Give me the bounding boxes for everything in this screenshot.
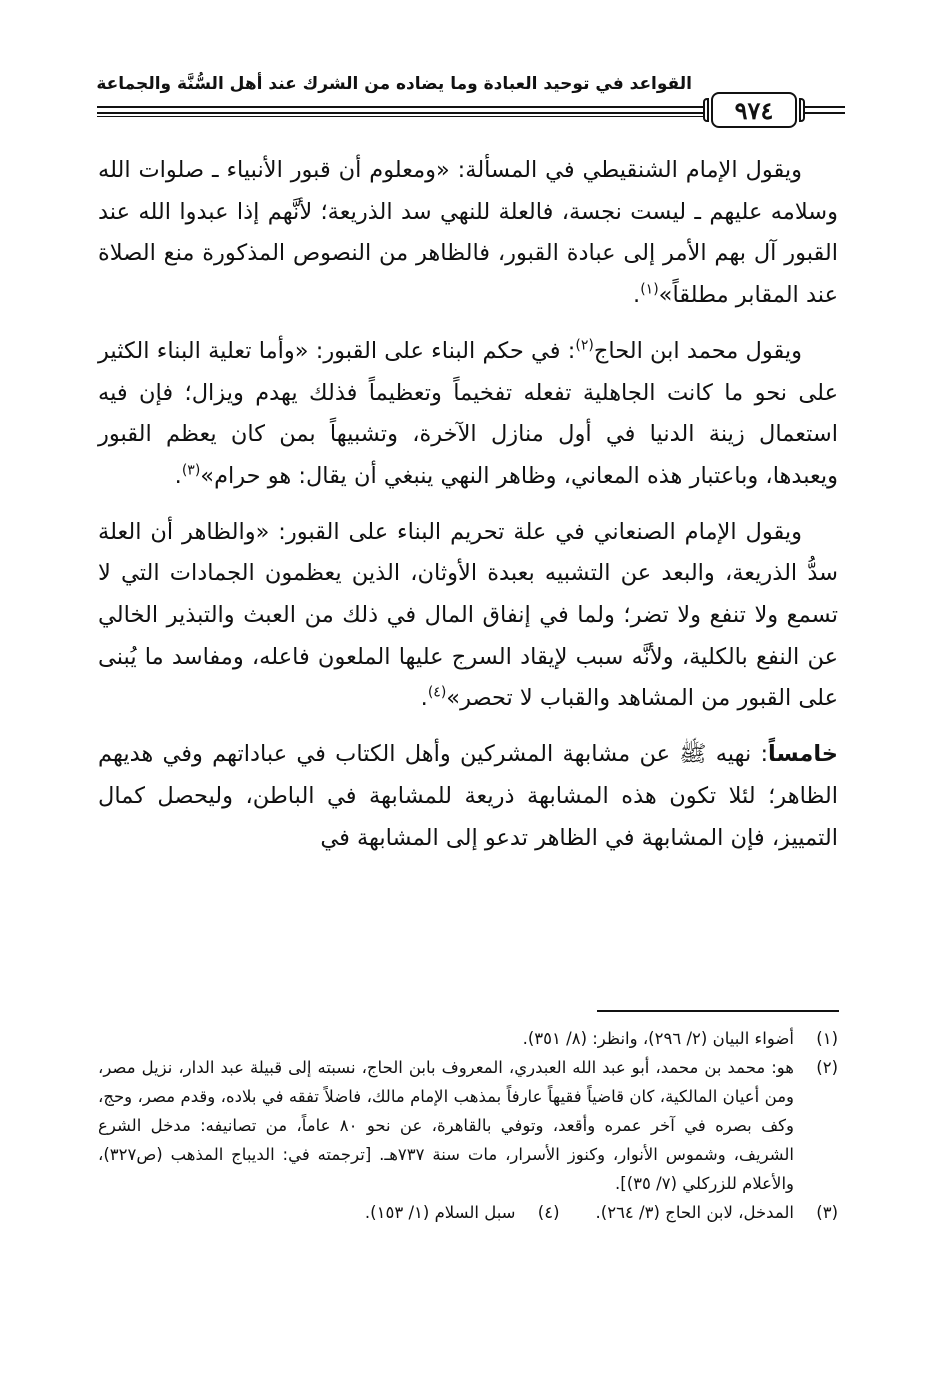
footnote-row-3-4 bbox=[98, 1198, 838, 1227]
paragraph-shanqiti: ويقول الإمام الشنقيطي في المسألة: «ومعلوم أن قبور الأنبياء ـ صلوات الله وسلامه عليهم ـ ليست نجسة، فالعلة للنهي سد الذريعة؛ لأنَّهم إذا عبدوا الله عند القبور آل بهم الأمر إلى عبادة القبور، فالظاهر من النصوص المذكورة منع الصلاة عند المقابر مطلقاً»$^{(١)}$. bbox=[98, 157, 838, 309]
footnote-3 bbox=[596, 1198, 838, 1227]
header-rule bbox=[97, 112, 707, 114]
header-rule bbox=[97, 116, 707, 117]
page-number-text: ٩٧٤ bbox=[734, 95, 774, 125]
page-header bbox=[97, 72, 845, 132]
footnote-text: هو: محمد بن محمد، أبو عبد الله العبدري، المعروف بابن الحاج، نسبته إلى قبيلة عبد الدار، نزيل مصر، ومن أعيان المالكية، كان قاضياً فقيهاً عارفاً بمذهب الإمام مالك، فاضلاً تفقه في بلاده، وقدم مصر، وحج، وكف بصره في آخر عمره وأقعد، وتوفي بالقاهرة، عن نحو ٨٠ عاماً، من تصانيفه: مدخل الشرع الشريف، وشموس الأنوار، وكنوز الأسرار، مات سنة ٧٣٧هـ. [ترجمته في: الديباج المذهب (ص٣٢٧)، والأعلام للزركلي (٧/ ٣٥)]. bbox=[98, 1058, 794, 1193]
header-rule-right bbox=[802, 112, 845, 114]
footnote-number: (٤) bbox=[537, 1203, 560, 1222]
footnote-text: سبل السلام (١/ ١٥٣). bbox=[364, 1203, 516, 1222]
footnote-ref[interactable]: (٢) bbox=[575, 337, 594, 354]
footnote-ref[interactable]: (٣) bbox=[181, 462, 201, 479]
footnote-text: أضواء البيان (٢/ ٢٩٦)، وانظر: (٨/ ٣٥١). bbox=[522, 1029, 794, 1048]
paragraph-ibn-alhajj: ويقول محمد ابن الحاج$^{(٢)}$: في حكم البناء على القبور: «وأما تعلية البناء الكثير على نحو ما كانت الجاهلية تفعله تفخيماً وتعظيماً فذلك يهدم ويزال؛ فإن فيه استعمال زينة الدنيا في أول منازل الآخرة، وتشبيهاً بمن كان يعظم القبور ويعبدها، وباعتبار هذه المعاني، وظاهر النهي ينبغي أن يقال: هو حرام»$^{(٣)}$. bbox=[98, 337, 838, 489]
header-rule bbox=[97, 106, 707, 108]
section-lead: خامساً bbox=[768, 741, 838, 768]
main-text bbox=[98, 150, 838, 873]
footnote-separator bbox=[597, 1010, 839, 1012]
running-title: القواعد في توحيد العبادة وما يضاده من الشرك عند أهل السُّنَّة والجماعة bbox=[96, 74, 692, 94]
footnote-4 bbox=[365, 1198, 560, 1227]
footnote-number: (١) bbox=[816, 1029, 838, 1048]
footnote-number: (٣) bbox=[816, 1203, 838, 1222]
paragraph-fifth: خامساً: نهيه ﷺ عن مشابهة المشركين وأهل الكتاب في عباداتهم وفي هديهم الظاهر؛ لئلا تكون هذه المشابهة ذريعة للمشابهة في الباطن، وليحصل كمال التمييز، فإن المشابهة في الظاهر تدعو إلى المشابهة في bbox=[98, 741, 838, 851]
footnote-ref[interactable]: (٤) bbox=[427, 684, 447, 701]
page-number bbox=[711, 92, 797, 128]
footnotes bbox=[98, 1024, 838, 1227]
footnote-number: (٢) bbox=[816, 1058, 838, 1077]
paragraph-sanani: ويقول الإمام الصنعاني في علة تحريم البناء على القبور: «والظاهر أن العلة سدُّ الذريعة، والبعد عن التشبيه بعبدة الأوثان، الذين يعظمون الجمادات التي لا تسمع ولا تنفع ولا تضر؛ ولما في إنفاق المال في ذلك من العبث والتبذير الخالي عن النفع بالكلية، ولأنَّه سبب لإيقاد السرج عليها الملعون فاعله، ومفاسد ما يُبنى على القبور من المشاهد والقباب لا تحصر»$^{(٤)}$. bbox=[98, 518, 838, 712]
footnote-text: المدخل، لابن الحاج (٣/ ٢٦٤). bbox=[595, 1203, 794, 1222]
header-rule-right bbox=[802, 106, 845, 108]
footnote-1 bbox=[98, 1024, 838, 1053]
footnote-2 bbox=[98, 1053, 838, 1198]
footnote-ref[interactable]: (١) bbox=[640, 281, 659, 298]
